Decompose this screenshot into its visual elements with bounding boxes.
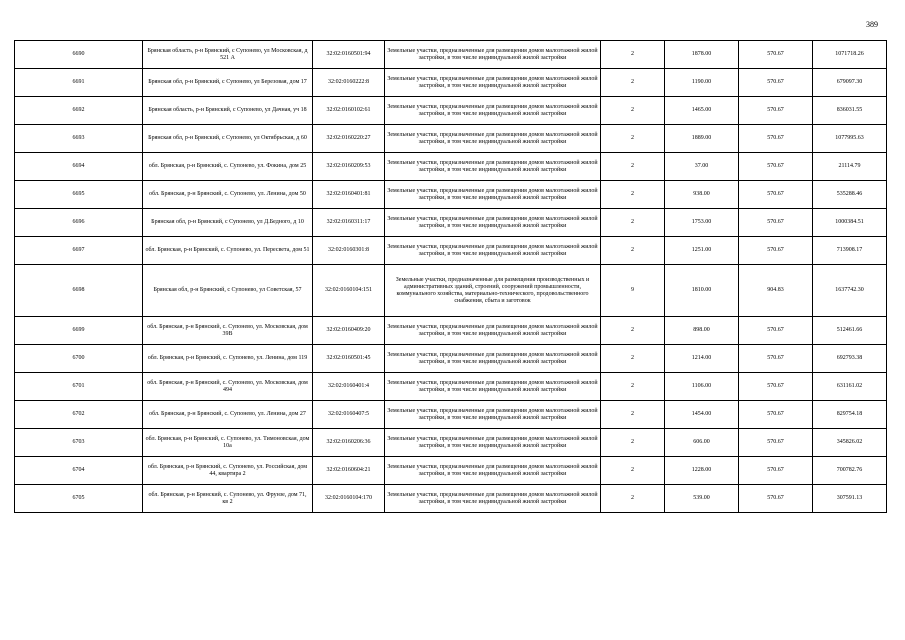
cadastral-value-cell: 1637742.30: [813, 265, 887, 317]
row-number-cell: 6694: [15, 153, 143, 181]
area-cell: 1454.00: [665, 401, 739, 429]
group-cell: 2: [601, 317, 665, 345]
area-cell: 1889.00: [665, 125, 739, 153]
group-cell: 2: [601, 485, 665, 513]
cadastral-number-cell: 32:02:0160604:21: [313, 457, 385, 485]
row-number-cell: 6700: [15, 345, 143, 373]
cadastral-value-cell: 836031.55: [813, 97, 887, 125]
land-use-category-cell: Земельные участки, предназначенные для размещения домов малоэтажной жилой застройки, в том числе индивидуальной жилой застройки: [385, 345, 601, 373]
area-cell: 898.00: [665, 317, 739, 345]
land-use-category-cell: Земельные участки, предназначенные для размещения производственных и административных зданий, строений, сооружений промышленности, коммунального хозяйства, материально-технического, продовольственного снабжения, сбыта и заготовок: [385, 265, 601, 317]
land-use-category-cell: Земельные участки, предназначенные для размещения домов малоэтажной жилой застройки, в том числе индивидуальной жилой застройки: [385, 69, 601, 97]
cadastral-value-cell: 535288.46: [813, 181, 887, 209]
group-cell: 2: [601, 209, 665, 237]
cadastral-value-cell: 21114.79: [813, 153, 887, 181]
address-cell: обл. Брянская, р-н Брянский, с. Супонево, ул. Московская, дом 39В: [143, 317, 313, 345]
table-row: [15, 69, 887, 97]
area-cell: 606.00: [665, 429, 739, 457]
table-row: [15, 457, 887, 485]
address-cell: обл. Брянская, р-н Брянский, с. Супонево, ул. Пересвета, дом 51: [143, 237, 313, 265]
group-cell: 2: [601, 69, 665, 97]
area-cell: 1753.00: [665, 209, 739, 237]
row-number-cell: 6695: [15, 181, 143, 209]
cadastral-number-cell: 32:02:0160311:17: [313, 209, 385, 237]
land-use-category-cell: Земельные участки, предназначенные для размещения домов малоэтажной жилой застройки, в том числе индивидуальной жилой застройки: [385, 237, 601, 265]
group-cell: 2: [601, 125, 665, 153]
row-number-cell: 6705: [15, 485, 143, 513]
cadastral-value-cell: 1077995.63: [813, 125, 887, 153]
table-row: [15, 401, 887, 429]
address-cell: обл. Брянская, р-н Брянский, с. Супонево, ул. Фрунзе, дом 71, кв 2: [143, 485, 313, 513]
table-row: [15, 237, 887, 265]
area-cell: 1810.00: [665, 265, 739, 317]
table-row: [15, 153, 887, 181]
land-use-category-cell: Земельные участки, предназначенные для размещения домов малоэтажной жилой застройки, в том числе индивидуальной жилой застройки: [385, 41, 601, 69]
land-use-category-cell: Земельные участки, предназначенные для размещения домов малоэтажной жилой застройки, в том числе индивидуальной жилой застройки: [385, 153, 601, 181]
address-cell: Брянская обл, р-н Брянский, с Супонево, ул Советская, 57: [143, 265, 313, 317]
row-number-cell: 6692: [15, 97, 143, 125]
rate-cell: 570.67: [739, 69, 813, 97]
cadastral-number-cell: 32:02:0160501:94: [313, 41, 385, 69]
table-body: [15, 41, 887, 513]
rate-cell: 570.67: [739, 125, 813, 153]
cadastral-number-cell: 32:02:0160409:20: [313, 317, 385, 345]
area-cell: 938.00: [665, 181, 739, 209]
land-use-category-cell: Земельные участки, предназначенные для размещения домов малоэтажной жилой застройки, в том числе индивидуальной жилой застройки: [385, 317, 601, 345]
rate-cell: 570.67: [739, 429, 813, 457]
area-cell: 1106.00: [665, 373, 739, 401]
cadastral-value-cell: 692793.38: [813, 345, 887, 373]
row-number-cell: 6691: [15, 69, 143, 97]
address-cell: обл. Брянская, р-н Брянский, с. Супонево, ул. Российская, дом 44, квартира 2: [143, 457, 313, 485]
table-row: [15, 209, 887, 237]
cadastral-value-cell: 713908.17: [813, 237, 887, 265]
cadastral-number-cell: 32:02:0160301:8: [313, 237, 385, 265]
address-cell: Брянская область, р-н Брянский, с Супонево, ул Дачная, уч 18: [143, 97, 313, 125]
table-row: [15, 125, 887, 153]
group-cell: 2: [601, 97, 665, 125]
row-number-cell: 6704: [15, 457, 143, 485]
cadastral-number-cell: 32:02:0160407:5: [313, 401, 385, 429]
group-cell: 2: [601, 345, 665, 373]
area-cell: 1251.00: [665, 237, 739, 265]
area-cell: 1878.00: [665, 41, 739, 69]
address-cell: Брянская обл, р-н Брянский, с Супонево, ул Октябрьская, д 60: [143, 125, 313, 153]
rate-cell: 570.67: [739, 401, 813, 429]
land-use-category-cell: Земельные участки, предназначенные для размещения домов малоэтажной жилой застройки, в том числе индивидуальной жилой застройки: [385, 209, 601, 237]
address-cell: обл. Брянская, р-н Брянский, с. Супонево, ул. Ленина, дом 119: [143, 345, 313, 373]
land-use-category-cell: Земельные участки, предназначенные для размещения домов малоэтажной жилой застройки, в том числе индивидуальной жилой застройки: [385, 125, 601, 153]
address-cell: обл. Брянская, р-н Брянский, с. Супонево, ул. Ленина, дом 50: [143, 181, 313, 209]
row-number-cell: 6702: [15, 401, 143, 429]
address-cell: Брянская область, р-н Брянский, с Супонево, ул Московская, д 521 А: [143, 41, 313, 69]
cadastral-number-cell: 32:02:0160220:27: [313, 125, 385, 153]
cadastral-number-cell: 32:02:0160209:53: [313, 153, 385, 181]
cadastral-value-cell: 679097.30: [813, 69, 887, 97]
rate-cell: 570.67: [739, 317, 813, 345]
rate-cell: 570.67: [739, 345, 813, 373]
address-cell: обл. Брянская, р-н Брянский, с. Супонево, ул. Тимоновская, дом 10а: [143, 429, 313, 457]
group-cell: 2: [601, 429, 665, 457]
cadastral-number-cell: 32:02:0160222:8: [313, 69, 385, 97]
land-use-category-cell: Земельные участки, предназначенные для размещения домов малоэтажной жилой застройки, в том числе индивидуальной жилой застройки: [385, 181, 601, 209]
row-number-cell: 6690: [15, 41, 143, 69]
table-row: [15, 429, 887, 457]
cadastral-number-cell: 32:02:0160401:4: [313, 373, 385, 401]
rate-cell: 570.67: [739, 41, 813, 69]
table-row: [15, 97, 887, 125]
cadastral-number-cell: 32:02:0160501:45: [313, 345, 385, 373]
row-number-cell: 6698: [15, 265, 143, 317]
area-cell: 1190.00: [665, 69, 739, 97]
area-cell: 37.00: [665, 153, 739, 181]
group-cell: 2: [601, 41, 665, 69]
address-cell: обл. Брянская, р-н Брянский, с. Супонево, ул. Фокина, дом 25: [143, 153, 313, 181]
group-cell: 2: [601, 401, 665, 429]
rate-cell: 570.67: [739, 373, 813, 401]
rate-cell: 904.83: [739, 265, 813, 317]
land-use-category-cell: Земельные участки, предназначенные для размещения домов малоэтажной жилой застройки, в том числе индивидуальной жилой застройки: [385, 429, 601, 457]
land-use-category-cell: Земельные участки, предназначенные для размещения домов малоэтажной жилой застройки, в том числе индивидуальной жилой застройки: [385, 373, 601, 401]
cadastral-value-cell: 631161.02: [813, 373, 887, 401]
cadastral-value-cell: 512461.66: [813, 317, 887, 345]
table-row: [15, 265, 887, 317]
land-use-category-cell: Земельные участки, предназначенные для размещения домов малоэтажной жилой застройки, в том числе индивидуальной жилой застройки: [385, 401, 601, 429]
cadastral-value-cell: 345826.02: [813, 429, 887, 457]
group-cell: 2: [601, 373, 665, 401]
cadastral-value-cell: 1071718.26: [813, 41, 887, 69]
rate-cell: 570.67: [739, 237, 813, 265]
row-number-cell: 6693: [15, 125, 143, 153]
address-cell: Брянская обл, р-н Брянский, с Супонево, ул Д.Бедного, д 10: [143, 209, 313, 237]
address-cell: обл. Брянская, р-н Брянский, с. Супонево, ул. Московская, дом 494: [143, 373, 313, 401]
registry-table: [14, 40, 887, 513]
group-cell: 2: [601, 181, 665, 209]
area-cell: 539.00: [665, 485, 739, 513]
rate-cell: 570.67: [739, 181, 813, 209]
row-number-cell: 6701: [15, 373, 143, 401]
area-cell: 1214.00: [665, 345, 739, 373]
table-row: [15, 41, 887, 69]
cadastral-number-cell: 32:02:0160104:170: [313, 485, 385, 513]
group-cell: 2: [601, 457, 665, 485]
cadastral-value-cell: 700782.76: [813, 457, 887, 485]
cadastral-value-cell: 307591.13: [813, 485, 887, 513]
table-row: [15, 317, 887, 345]
cadastral-value-cell: 1000384.51: [813, 209, 887, 237]
cadastral-value-cell: 829754.18: [813, 401, 887, 429]
row-number-cell: 6696: [15, 209, 143, 237]
group-cell: 9: [601, 265, 665, 317]
rate-cell: 570.67: [739, 153, 813, 181]
row-number-cell: 6699: [15, 317, 143, 345]
rate-cell: 570.67: [739, 209, 813, 237]
address-cell: обл. Брянская, р-н Брянский, с. Супонево, ул. Ленина, дом 27: [143, 401, 313, 429]
cadastral-number-cell: 32:02:0160401:81: [313, 181, 385, 209]
table-row: [15, 345, 887, 373]
page-number: 389: [866, 20, 878, 29]
rate-cell: 570.67: [739, 485, 813, 513]
area-cell: 1228.00: [665, 457, 739, 485]
rate-cell: 570.67: [739, 97, 813, 125]
area-cell: 1465.00: [665, 97, 739, 125]
table-row: [15, 373, 887, 401]
land-use-category-cell: Земельные участки, предназначенные для размещения домов малоэтажной жилой застройки, в том числе индивидуальной жилой застройки: [385, 485, 601, 513]
cadastral-number-cell: 32:02:0160104:151: [313, 265, 385, 317]
land-use-category-cell: Земельные участки, предназначенные для размещения домов малоэтажной жилой застройки, в том числе индивидуальной жилой застройки: [385, 97, 601, 125]
cadastral-number-cell: 32:02:0160102:61: [313, 97, 385, 125]
table-row: [15, 485, 887, 513]
table-row: [15, 181, 887, 209]
row-number-cell: 6703: [15, 429, 143, 457]
group-cell: 2: [601, 153, 665, 181]
row-number-cell: 6697: [15, 237, 143, 265]
rate-cell: 570.67: [739, 457, 813, 485]
land-use-category-cell: Земельные участки, предназначенные для размещения домов малоэтажной жилой застройки, в том числе индивидуальной жилой застройки: [385, 457, 601, 485]
address-cell: Брянская обл, р-н Брянский, с Супонево, ул Березовая, дом 17: [143, 69, 313, 97]
group-cell: 2: [601, 237, 665, 265]
cadastral-number-cell: 32:02:0160206:36: [313, 429, 385, 457]
